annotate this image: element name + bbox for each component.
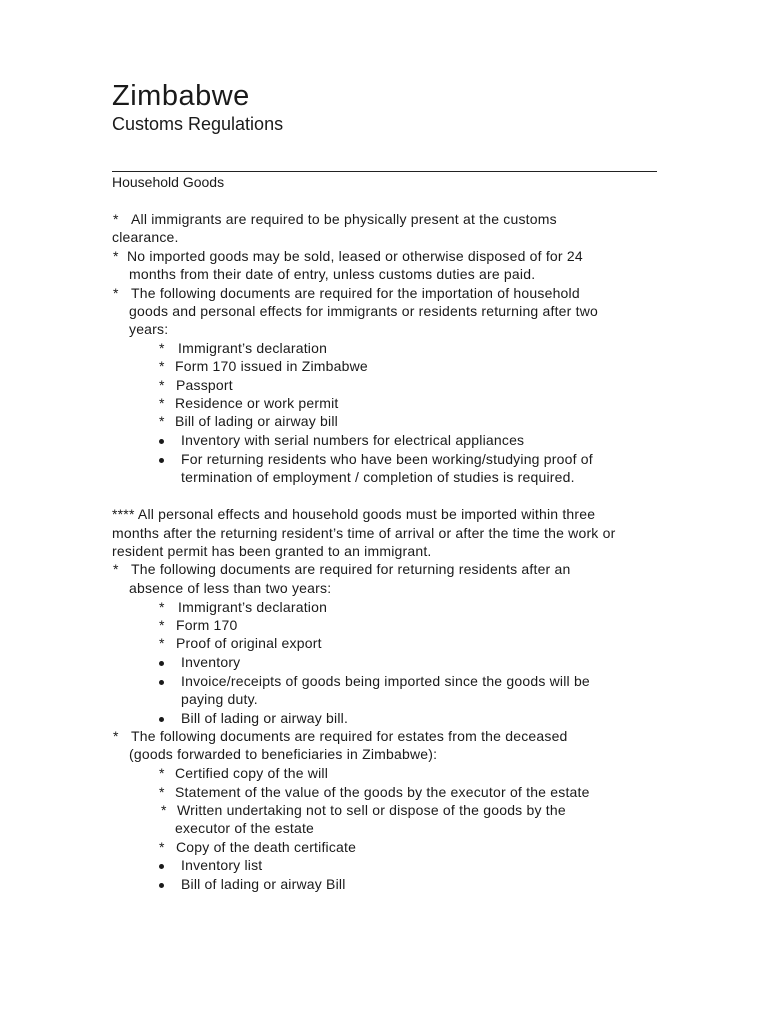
list-item: Invoice/receipts of goods being imported since the goods will be — [181, 673, 590, 689]
list-item: Inventory with serial numbers for electrical appliances — [181, 432, 525, 448]
list-item: Form 170 issued in Zimbabwe — [175, 358, 368, 374]
intro-item-3-line-2: goods and personal effects for immigrants or residents returning after two — [129, 303, 598, 319]
list-marker: * — [159, 765, 165, 781]
page-title: Zimbabwe — [112, 80, 250, 112]
bullet-dot-icon — [159, 661, 164, 666]
third-item-line-2: (goods forwarded to beneficiaries in Zimbabwe): — [129, 746, 438, 762]
list-item: Residence or work permit — [175, 395, 339, 411]
bullet-asterisk: * — [113, 285, 119, 301]
list-item: Passport — [176, 377, 233, 393]
list-marker: * — [159, 635, 165, 651]
bullet-dot-icon — [159, 439, 164, 444]
list-item: Inventory list — [181, 857, 263, 873]
list-item-continuation: termination of employment / completion of studies is required. — [181, 469, 575, 485]
bullet-dot-icon — [159, 864, 164, 869]
list-marker: * — [159, 839, 165, 855]
list-marker: * — [159, 340, 165, 356]
list-item: Immigrant’s declaration — [178, 340, 328, 356]
bullet-dot-icon — [159, 458, 164, 463]
page-subtitle: Customs Regulations — [112, 114, 284, 134]
bullet-asterisk: * — [113, 561, 119, 577]
intro-item-2-line-2: months from their date of entry, unless customs duties are paid. — [129, 266, 536, 282]
note-line-3: resident permit has been granted to an immigrant. — [112, 543, 432, 559]
note-line-2: months after the returning resident’s time of arrival or after the time the work or — [112, 525, 616, 541]
list-item: Bill of lading or airway bill. — [181, 710, 349, 726]
list-item: Form 170 — [176, 617, 238, 633]
bullet-dot-icon — [159, 717, 164, 722]
bullet-dot-icon — [159, 680, 164, 685]
list-marker: * — [159, 599, 165, 615]
list-marker: * — [159, 617, 165, 633]
list-item-continuation: paying duty. — [181, 691, 258, 707]
list-marker: * — [159, 413, 165, 429]
list-marker: * — [159, 784, 165, 800]
list-item: Bill of lading or airway Bill — [181, 876, 346, 892]
list-item: Inventory — [181, 654, 241, 670]
intro-item-1-line-1: All immigrants are required to be physically present at the customs — [131, 211, 557, 227]
list-item: Proof of original export — [176, 635, 322, 651]
intro-item-2-line-1: No imported goods may be sold, leased or otherwise disposed of for 24 — [127, 248, 583, 264]
note-line-1: **** All personal effects and household goods must be imported within three — [112, 506, 596, 522]
intro-item-3-line-1: The following documents are required for the importation of household — [131, 285, 580, 301]
list-item: Bill of lading or airway bill — [175, 413, 338, 429]
second-item-line-1: The following documents are required for returning residents after an — [131, 561, 571, 577]
list-item: Written undertaking not to sell or dispose of the goods by the — [177, 802, 566, 818]
third-item-line-1: The following documents are required for estates from the deceased — [131, 728, 568, 744]
bullet-dot-icon — [159, 883, 164, 888]
list-marker: * — [159, 358, 165, 374]
list-item: For returning residents who have been working/studying proof of — [181, 451, 593, 467]
bullet-asterisk: * — [113, 248, 119, 264]
list-marker: * — [159, 377, 165, 393]
list-item: Certified copy of the will — [175, 765, 329, 781]
list-item: Statement of the value of the goods by the executor of the estate — [175, 784, 590, 800]
list-item: Copy of the death certificate — [176, 839, 357, 855]
section-heading: Household Goods — [112, 174, 225, 190]
bullet-asterisk: * — [113, 211, 119, 227]
list-item-continuation: executor of the estate — [175, 820, 315, 836]
intro-item-1-line-2: clearance. — [112, 229, 179, 245]
list-item: Immigrant’s declaration — [178, 599, 328, 615]
list-marker: * — [159, 395, 165, 411]
list-marker: * — [161, 802, 167, 818]
second-item-line-2: absence of less than two years: — [129, 580, 332, 596]
intro-item-3-line-3: years: — [129, 321, 169, 337]
divider-line — [112, 171, 657, 172]
bullet-asterisk: * — [113, 728, 119, 744]
